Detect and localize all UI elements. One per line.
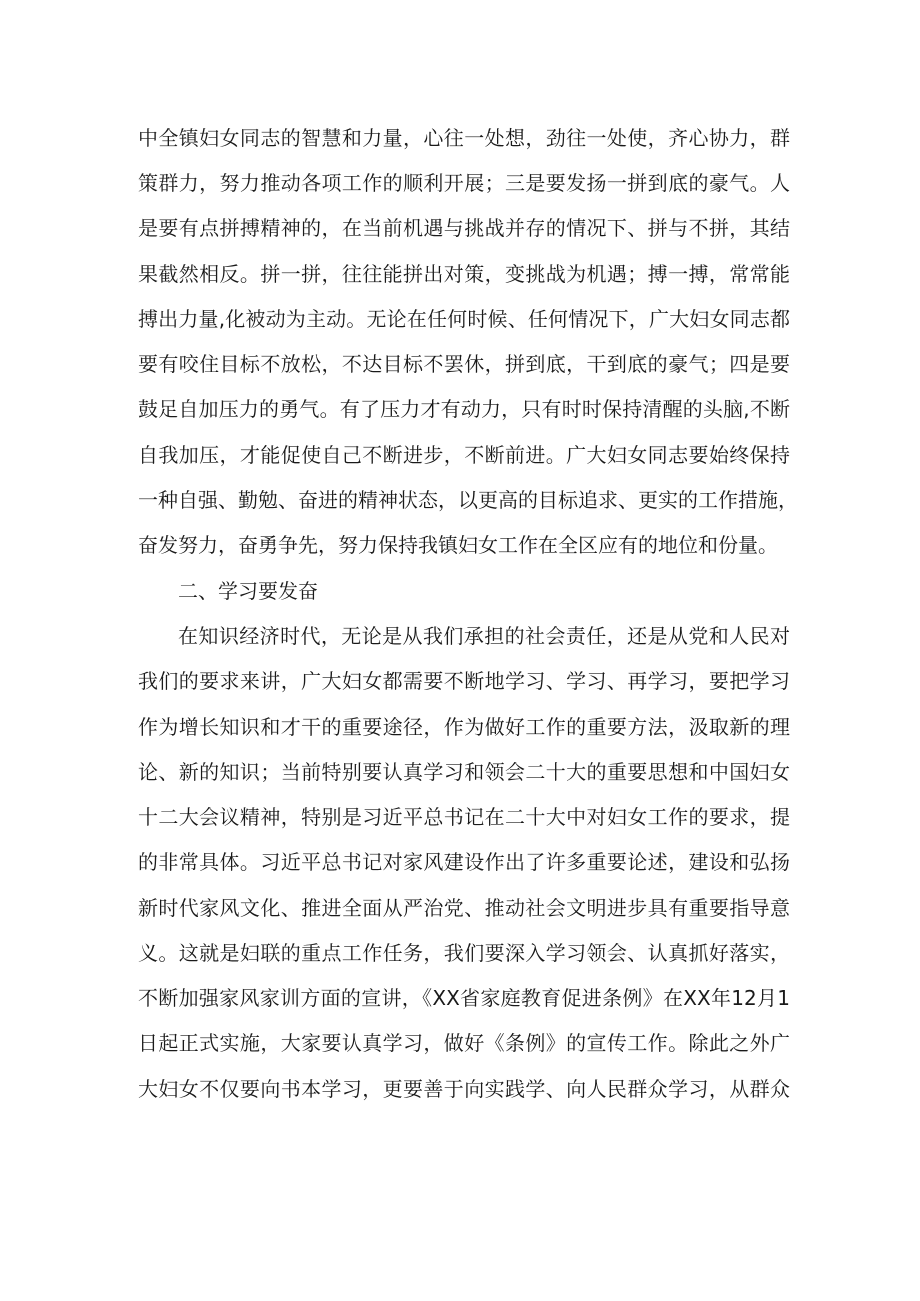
text-line: 自我加压，才能促使自己不断进步，不断前进。广大妇女同志要始终保持 bbox=[138, 443, 790, 467]
text-line: 不断加强家风家训方面的宣讲，《XX省家庭教育促进条例》在XX年12月1 bbox=[138, 986, 790, 1010]
text-line: 策群力，努力推动各项工作的顺利开展；三是要发扬一拼到底的豪气。人 bbox=[138, 171, 790, 195]
text-line: 日起正式实施，大家要认真学习，做好《条例》的宣传工作。除此之外广 bbox=[138, 1031, 790, 1055]
text-line: 作为增长知识和才干的重要途径，作为做好工作的重要方法，汲取新的理 bbox=[138, 715, 790, 739]
text-line: 一种自强、勤勉、奋进的精神状态，以更高的目标追求、更实的工作措施， bbox=[138, 488, 798, 512]
text-line: 的非常具体。习近平总书记对家风建设作出了许多重要论述，建设和弘扬 bbox=[138, 850, 790, 874]
text-line: 是要有点拼搏精神的，在当前机遇与挑战并存的情况下、拼与不拼，其结 bbox=[138, 216, 790, 240]
paragraph-first-line: 在知识经济时代，无论是从我们承担的社会责任，还是从党和人民对 bbox=[178, 624, 790, 648]
text-line: 鼓足自加压力的勇气。有了压力才有动力，只有时时保持清醒的头脑,不断 bbox=[138, 397, 790, 421]
text-line: 义。这就是妇联的重点工作任务，我们要深入学习领会、认真抓好落实， bbox=[138, 941, 790, 965]
text-line: 论、新的知识；当前特别要认真学习和领会二十大的重要思想和中国妇女 bbox=[138, 760, 790, 784]
text-line: 十二大会议精神，特别是习近平总书记在二十大中对妇女工作的要求，提 bbox=[138, 805, 790, 829]
text-line: 果截然相反。拼一拼，往往能拼出对策，变挑战为机遇；搏一搏，常常能 bbox=[138, 262, 790, 286]
text-line: 要有咬住目标不放松，不达目标不罢休，拼到底，干到底的豪气；四是要 bbox=[138, 352, 790, 376]
text-line: 我们的要求来讲，广大妇女都需要不断地学习、学习、再学习，要把学习 bbox=[138, 669, 790, 693]
text-line: 搏出力量,化被动为主动。无论在任何时候、任何情况下，广大妇女同志都 bbox=[138, 307, 790, 331]
section-heading: 二、学习要发奋 bbox=[178, 579, 318, 603]
text-line: 奋发努力，奋勇争先，努力保持我镇妇女工作在全区应有的地位和份量。 bbox=[138, 533, 778, 557]
text-line: 中全镇妇女同志的智慧和力量，心往一处想，劲往一处使，齐心协力，群 bbox=[138, 126, 790, 150]
text-line: 新时代家风文化、推进全面从严治党、推动社会文明进步具有重要指导意 bbox=[138, 896, 790, 920]
text-line: 大妇女不仅要向书本学习，更要善于向实践学、向人民群众学习，从群众 bbox=[138, 1077, 790, 1101]
